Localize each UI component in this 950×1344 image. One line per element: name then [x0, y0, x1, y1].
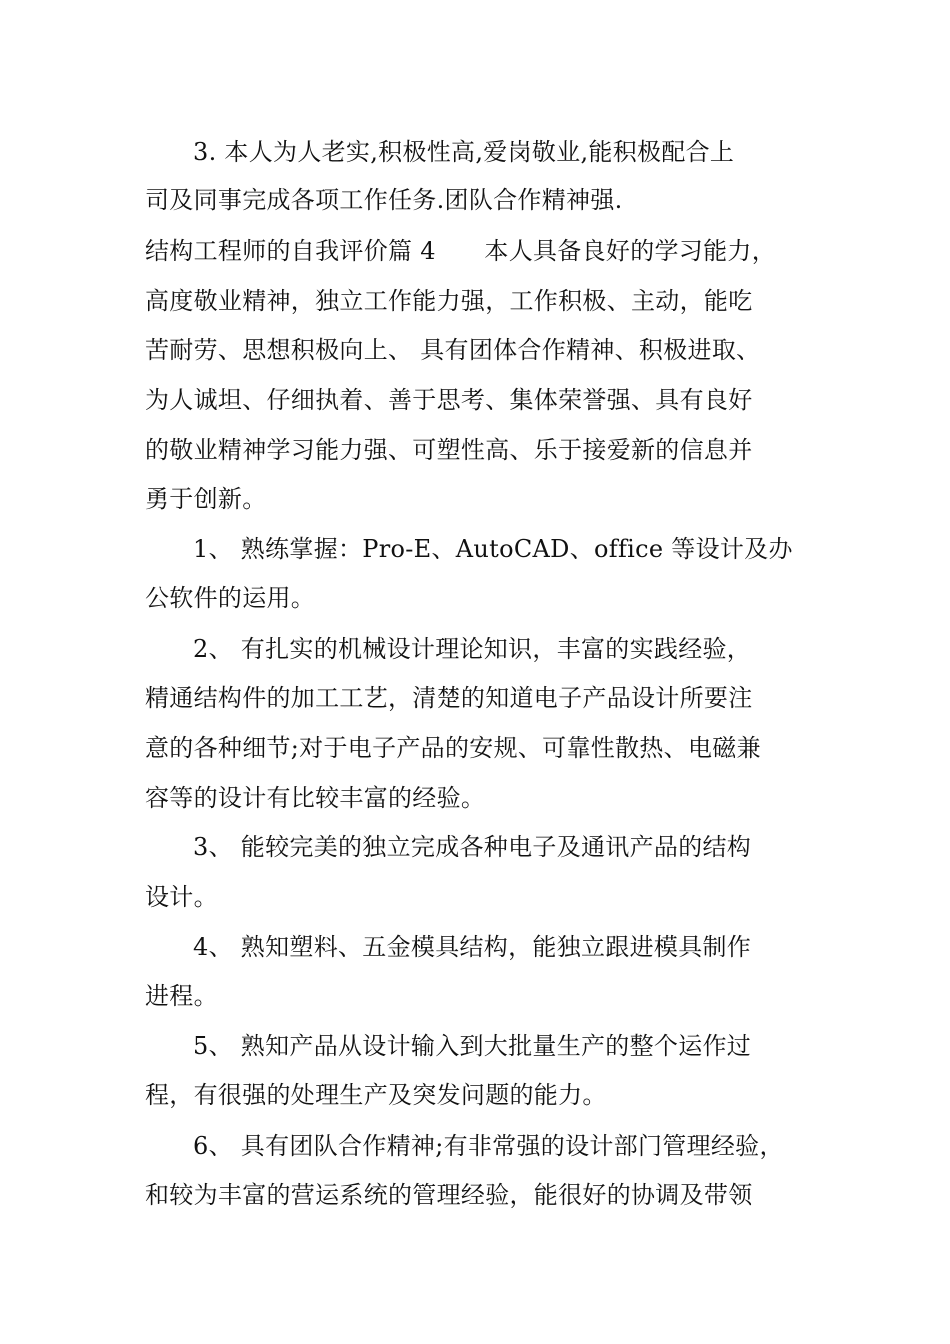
text-line: 程，有很强的处理生产及突发问题的能力。	[145, 1081, 607, 1109]
text-line: 3. 本人为人老实,积极性高,爱岗敬业,能积极配合上	[193, 138, 735, 166]
text-line: 容等的设计有比较丰富的经验。	[145, 784, 486, 812]
text-line: 和较为丰富的营运系统的管理经验，能很好的协调及带领	[145, 1181, 753, 1209]
text-line: 2、 有扎实的机械设计理论知识，丰富的实践经验，	[193, 635, 752, 663]
text-line: 意的各种细节;对于电子产品的安规、可靠性散热、电磁兼	[145, 734, 761, 762]
text-line: 5、 熟知产品从设计输入到大批量生产的整个运作过	[193, 1032, 752, 1060]
text-line: 结构工程师的自我评价篇 4 本人具备良好的学习能力，	[145, 237, 776, 265]
text-line: 3、 能较完美的独立完成各种电子及通讯产品的结构	[193, 833, 752, 861]
text-line: 4、 熟知塑料、五金模具结构，能独立跟进模具制作	[193, 933, 752, 961]
text-line: 为人诚坦、仔细执着、善于思考、集体荣誉强、具有良好	[145, 386, 753, 414]
text-line: 设计。	[145, 883, 218, 911]
text-line: 勇于创新。	[145, 485, 267, 513]
text-line: 精通结构件的加工工艺，清楚的知道电子产品设计所要注	[145, 684, 753, 712]
text-line: 苦耐劳、思想积极向上、 具有团体合作精神、积极进取、	[145, 336, 761, 364]
text-line: 司及同事完成各项工作任务.团队合作精神强.	[145, 186, 623, 214]
text-line: 进程。	[145, 982, 218, 1010]
text-line: 高度敬业精神，独立工作能力强，工作积极、主动，能吃	[145, 287, 753, 315]
text-line: 的敬业精神学习能力强、可塑性高、乐于接爱新的信息并	[145, 436, 753, 464]
text-line: 1、 熟练掌握：Pro-E、AutoCAD、office 等设计及办	[193, 535, 793, 563]
text-line: 6、 具有团队合作精神;有非常强的设计部门管理经验，	[193, 1132, 784, 1160]
text-line: 公软件的运用。	[145, 584, 316, 612]
